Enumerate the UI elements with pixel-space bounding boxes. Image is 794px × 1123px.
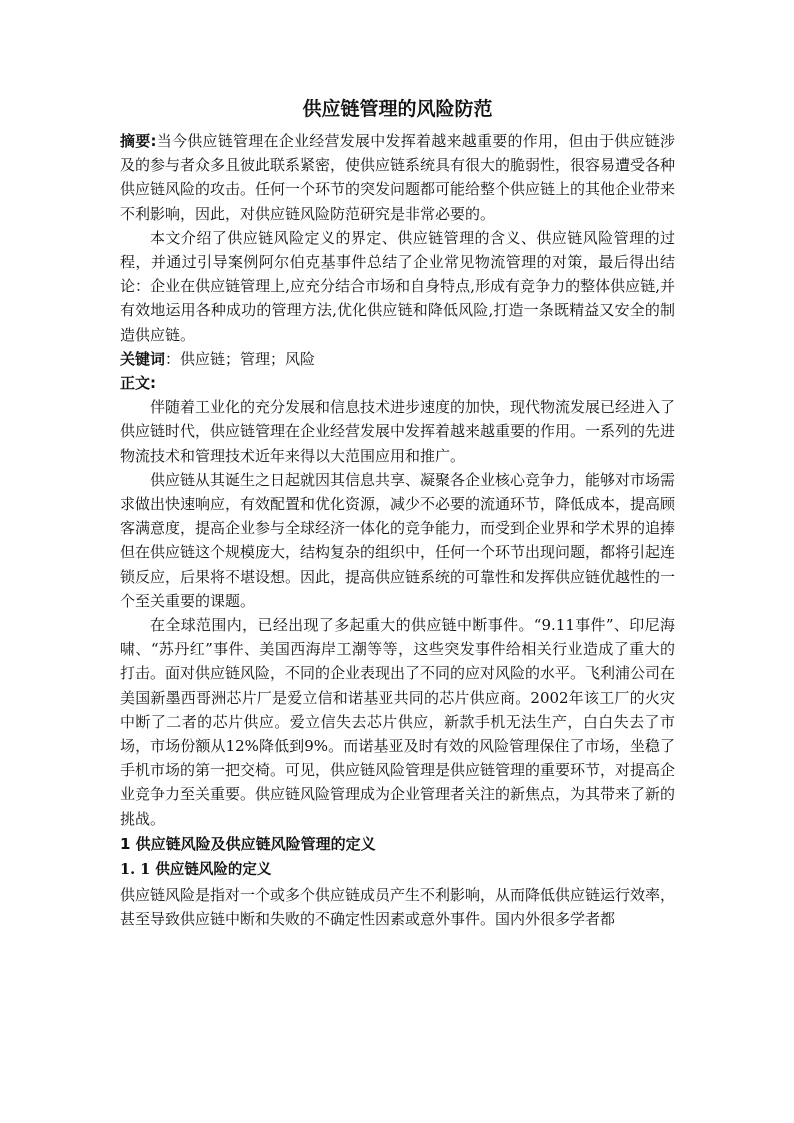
body-paragraph-1: 伴随着工业化的充分发展和信息技术进步速度的加快，现代物流发展已经进入了供应链时代，供应链管理在企业经营发展中发挥着越来越重要的作用。一系列的先进物流技术和管理技术近年来得以大范围应用和推广。: [120, 398, 676, 465]
section-1-1-heading: 1. 1 供应链风险的定义: [120, 860, 272, 878]
document-page: [120, 93, 675, 931]
abstract-paragraph-2: 本文介绍了供应链风险定义的界定、供应链管理的含义、供应链风险管理的过程，并通过引导案例阿尔伯克基事件总结了企业常见物流管理的对策，最后得出结论：企业在供应链管理上,应充分结合市场和自身特点,形成有竞争力的整体供应链,并有效地运用各种成功的管理方法,优化供应链和降低风险,打造一条既精益又安全的制造供应链。: [120, 228, 675, 344]
section-1-heading: 1 供应链风险及供应链风险管理的定义: [120, 834, 376, 853]
body-label: 正文:: [120, 374, 156, 393]
keywords-label: 关键词: [120, 349, 166, 368]
body-paragraph-3: 在全球范围内，已经出现了多起重大的供应链中断事件。“9.11事件”、印尼海啸、“苏丹红”事件、美国西海岸工潮等等，这些突发事件给相关行业造成了重大的打击。面对供应链风险，不同的企业表现出了不同的应对风险的水平。飞利浦公司在美国新墨西哥洲芯片厂是爱立信和诺基亚共同的芯片供应商。2002年该工厂的火灾中断了二者的芯片供应。爱立信失去芯片供应，新款手机无法生产，白白失去了市场，市场份额从12%降低到9%。而诺基亚及时有效的风险管理保住了市场，坐稳了手机市场的第一把交椅。可见，供应链风险管理是供应链管理的重要环节，对提高企业竞争力至关重要。供应链风险管理成为企业管理者关注的新焦点，为其带来了新的挑战。: [120, 616, 676, 828]
keywords-text: ：供应链；管理；风险: [165, 349, 316, 368]
document-title: 供应链管理的风险防范: [302, 98, 493, 120]
abstract-paragraph: [120, 129, 675, 226]
abstract-text: 当今供应链管理在企业经营发展中发挥着越来越重要的作用，但由于供应链涉及的参与者众多且彼此联系紧密，使供应链系统具有很大的脆弱性，很容易遭受各种供应链风险的攻击。任何一个环节的突发问题都可能给整个供应链上的其他企业带来不利影响，因此，对供应链风险防范研究是非常必要的。: [120, 132, 676, 223]
body-paragraph-2: 供应链从其诞生之日起就因其信息共享、凝聚各企业核心竞争力，能够对市场需求做出快速响应，有效配置和优化资源，减少不必要的流通环节，降低成本，提高顾客满意度，提高企业参与全球经济一体化的竞争能力，而受到企业界和学术界的追捧但在供应链这个规模庞大，结构复杂的组织中，任何一个环节出现问题，都将引起连锁反应，后果将不堪设想。因此，提高供应链系统的可靠性和发挥供应链优越性的一个至关重要的课题。: [120, 470, 676, 610]
keywords-line: [120, 347, 675, 371]
section-1-1-paragraph: 供应链风险是指对一个或多个供应链成员产生不利影响，从而降低供应链运行效率，甚至导致供应链中断和失败的不确定性因素或意外事件。国内外很多学者都: [120, 885, 676, 929]
abstract-label: 摘要:: [120, 132, 157, 150]
